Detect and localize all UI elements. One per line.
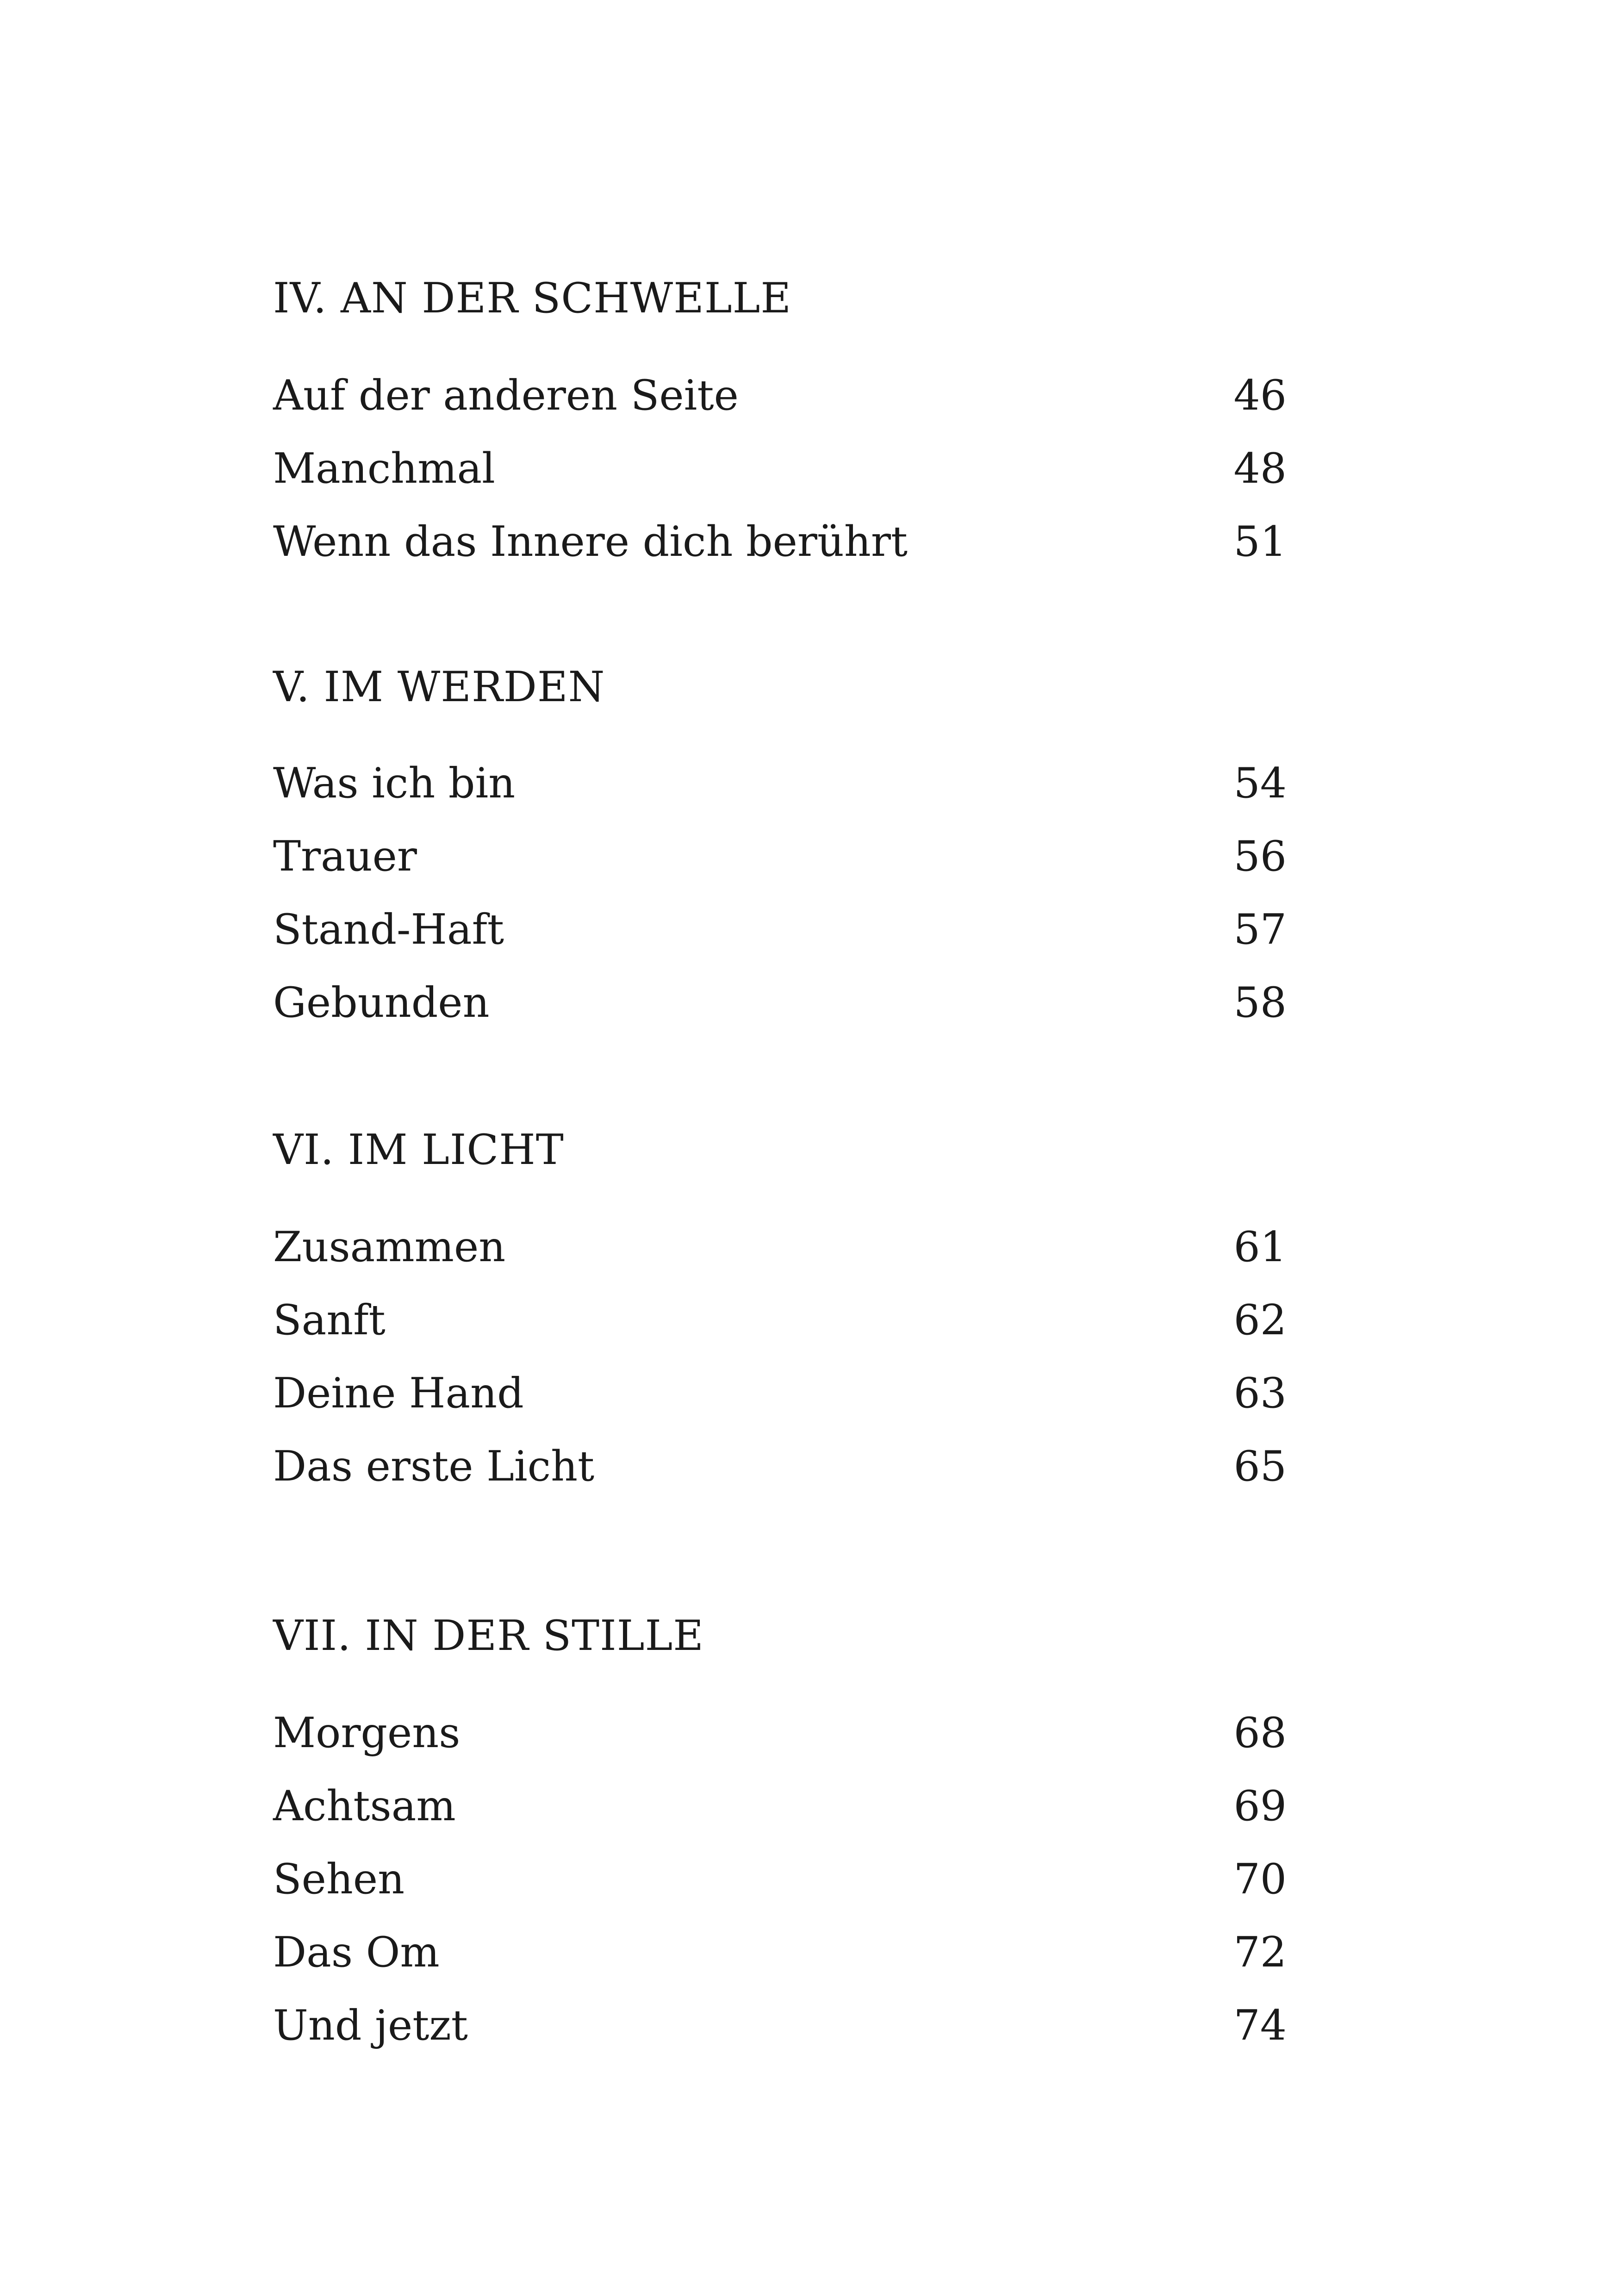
entry-page-number: 65: [1233, 1442, 1287, 1491]
toc-entry: [273, 900, 1287, 960]
toc-entry: [273, 1703, 1287, 1763]
entry-page-number: 70: [1233, 1855, 1287, 1904]
entry-title: Wenn das Innere dich berührt: [273, 517, 908, 566]
entry-page-number: 63: [1233, 1369, 1287, 1418]
entry-page-number: 72: [1233, 1928, 1287, 1977]
toc-entry: [273, 1996, 1287, 2056]
entry-page-number: 56: [1233, 832, 1287, 881]
toc-entry: [273, 753, 1287, 814]
entry-title: Trauer: [273, 832, 417, 881]
entry-page-number: 54: [1233, 759, 1287, 808]
entry-page-number: 58: [1233, 978, 1287, 1027]
toc-entry: [273, 973, 1287, 1033]
entry-page-number: 51: [1233, 517, 1287, 566]
toc-entry: [273, 366, 1287, 426]
entry-title: Auf der anderen Seite: [273, 371, 739, 420]
entry-title: Das Om: [273, 1928, 440, 1977]
entry-title: Gebunden: [273, 978, 490, 1027]
entry-page-number: 48: [1233, 444, 1287, 493]
entry-title: Sehen: [273, 1855, 405, 1904]
entry-title: Was ich bin: [273, 759, 516, 808]
entry-title: Das erste Licht: [273, 1442, 595, 1491]
entry-page-number: 62: [1233, 1296, 1287, 1344]
entry-title: Sanft: [273, 1296, 386, 1344]
entry-title: Und jetzt: [273, 2001, 468, 2050]
toc-entry: [273, 1923, 1287, 1983]
entry-page-number: 57: [1233, 905, 1287, 954]
entry-title: Zusammen: [273, 1223, 506, 1271]
toc-entry: [273, 1290, 1287, 1350]
section-heading: V. IM WERDEN: [273, 663, 605, 711]
toc-entry: [273, 1363, 1287, 1424]
toc-entry: [273, 1849, 1287, 1910]
entry-title: Stand-Haft: [273, 905, 504, 954]
toc-entry: [273, 1437, 1287, 1497]
toc-entry: [273, 439, 1287, 499]
toc-entry: [273, 827, 1287, 887]
section-heading: IV. AN DER SCHWELLE: [273, 274, 792, 323]
entry-page-number: 61: [1233, 1223, 1287, 1271]
toc-entry: [273, 1217, 1287, 1277]
toc-entry: [273, 1776, 1287, 1836]
entry-title: Achtsam: [273, 1782, 456, 1830]
entry-title: Deine Hand: [273, 1369, 524, 1418]
toc-entry: [273, 512, 1287, 572]
entry-title: Manchmal: [273, 444, 495, 493]
entry-page-number: 68: [1233, 1709, 1287, 1757]
section-heading: VII. IN DER STILLE: [273, 1612, 704, 1660]
entry-page-number: 69: [1233, 1782, 1287, 1830]
entry-title: Morgens: [273, 1709, 461, 1757]
section-heading: VI. IM LICHT: [273, 1126, 564, 1174]
entry-page-number: 74: [1233, 2001, 1287, 2050]
entry-page-number: 46: [1233, 371, 1287, 420]
